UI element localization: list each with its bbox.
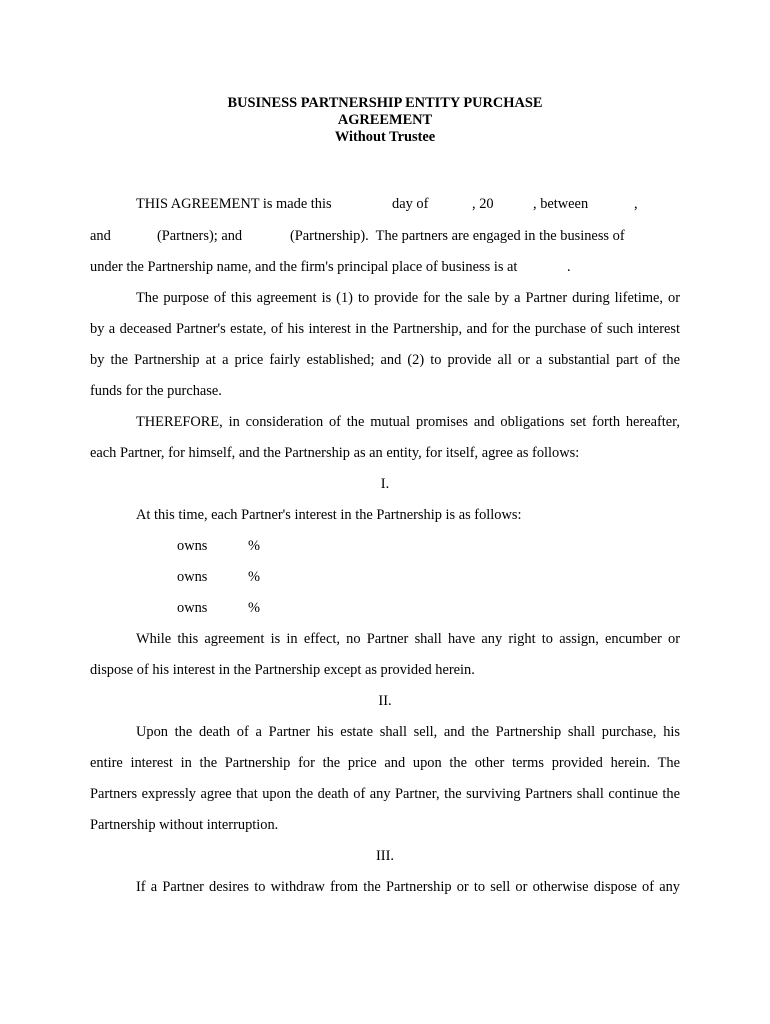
section-1-intro: At this time, each Partner's interest in the Partnership is as follows: xyxy=(136,507,522,523)
percent-label: % xyxy=(248,600,260,616)
intro-text: , xyxy=(634,196,638,212)
purpose-paragraph-line: funds for the purchase. xyxy=(90,383,222,399)
section-2-paragraph-line: Upon the death of a Partner his estate shall sell, and the Partnership shall purchase, his xyxy=(136,724,680,740)
therefore-paragraph-line: each Partner, for himself, and the Partnership as an entity, for itself, agree as follows: xyxy=(90,445,580,461)
owns-label: owns xyxy=(177,538,208,554)
section-1-paragraph-line: dispose of his interest in the Partnership except as provided herein. xyxy=(90,662,475,678)
document-title-line-1: BUSINESS PARTNERSHIP ENTITY PURCHASE xyxy=(227,95,543,111)
section-heading-2: II. xyxy=(378,693,392,709)
purpose-paragraph-line: The purpose of this agreement is (1) to provide for the sale by a Partner during lifetime, or xyxy=(136,290,680,306)
intro-text: (Partners); and xyxy=(157,228,243,244)
ownership-row xyxy=(0,599,770,617)
intro-text: (Partnership). The partners are engaged in the business of xyxy=(290,228,625,244)
section-3-paragraph-line: If a Partner desires to withdraw from the Partnership or to sell or otherwise dispose of any xyxy=(136,879,680,895)
owns-label: owns xyxy=(177,600,208,616)
section-1-paragraph-line: While this agreement is in effect, no Partner shall have any right to assign, encumber or xyxy=(136,631,680,647)
intro-text: day of xyxy=(392,196,429,212)
intro-text: under the Partnership name, and the firm's principal place of business is at xyxy=(90,259,518,275)
intro-text: and xyxy=(90,228,111,244)
section-2-paragraph-line: Partnership without interruption. xyxy=(90,817,279,833)
ownership-row xyxy=(0,537,770,555)
purpose-paragraph-line: by a deceased Partner's estate, of his interest in the Partnership, and for the purchase of such interest xyxy=(90,321,680,337)
document-subtitle: Without Trustee xyxy=(334,129,436,145)
intro-text: THIS AGREEMENT is made this xyxy=(136,196,332,212)
intro-text: , 20 xyxy=(472,196,494,212)
intro-text: . xyxy=(567,259,571,275)
percent-label: % xyxy=(248,569,260,585)
ownership-row xyxy=(0,568,770,586)
purpose-paragraph-line: by the Partnership at a price fairly established; and (2) to provide all or a substantial part of the xyxy=(90,352,680,368)
section-2-paragraph-line: Partners expressly agree that upon the death of any Partner, the surviving Partners shall continue the xyxy=(90,786,680,802)
intro-text: , between xyxy=(533,196,589,212)
owns-label: owns xyxy=(177,569,208,585)
therefore-paragraph-line: THEREFORE, in consideration of the mutual promises and obligations set forth hereafter, xyxy=(136,414,680,430)
section-heading-1: I. xyxy=(380,476,390,492)
section-heading-3: III. xyxy=(376,848,394,864)
section-2-paragraph-line: entire interest in the Partnership for the price and upon the other terms provided herein. The xyxy=(90,755,680,771)
percent-label: % xyxy=(248,538,260,554)
document-title-line-2: AGREEMENT xyxy=(337,112,433,128)
